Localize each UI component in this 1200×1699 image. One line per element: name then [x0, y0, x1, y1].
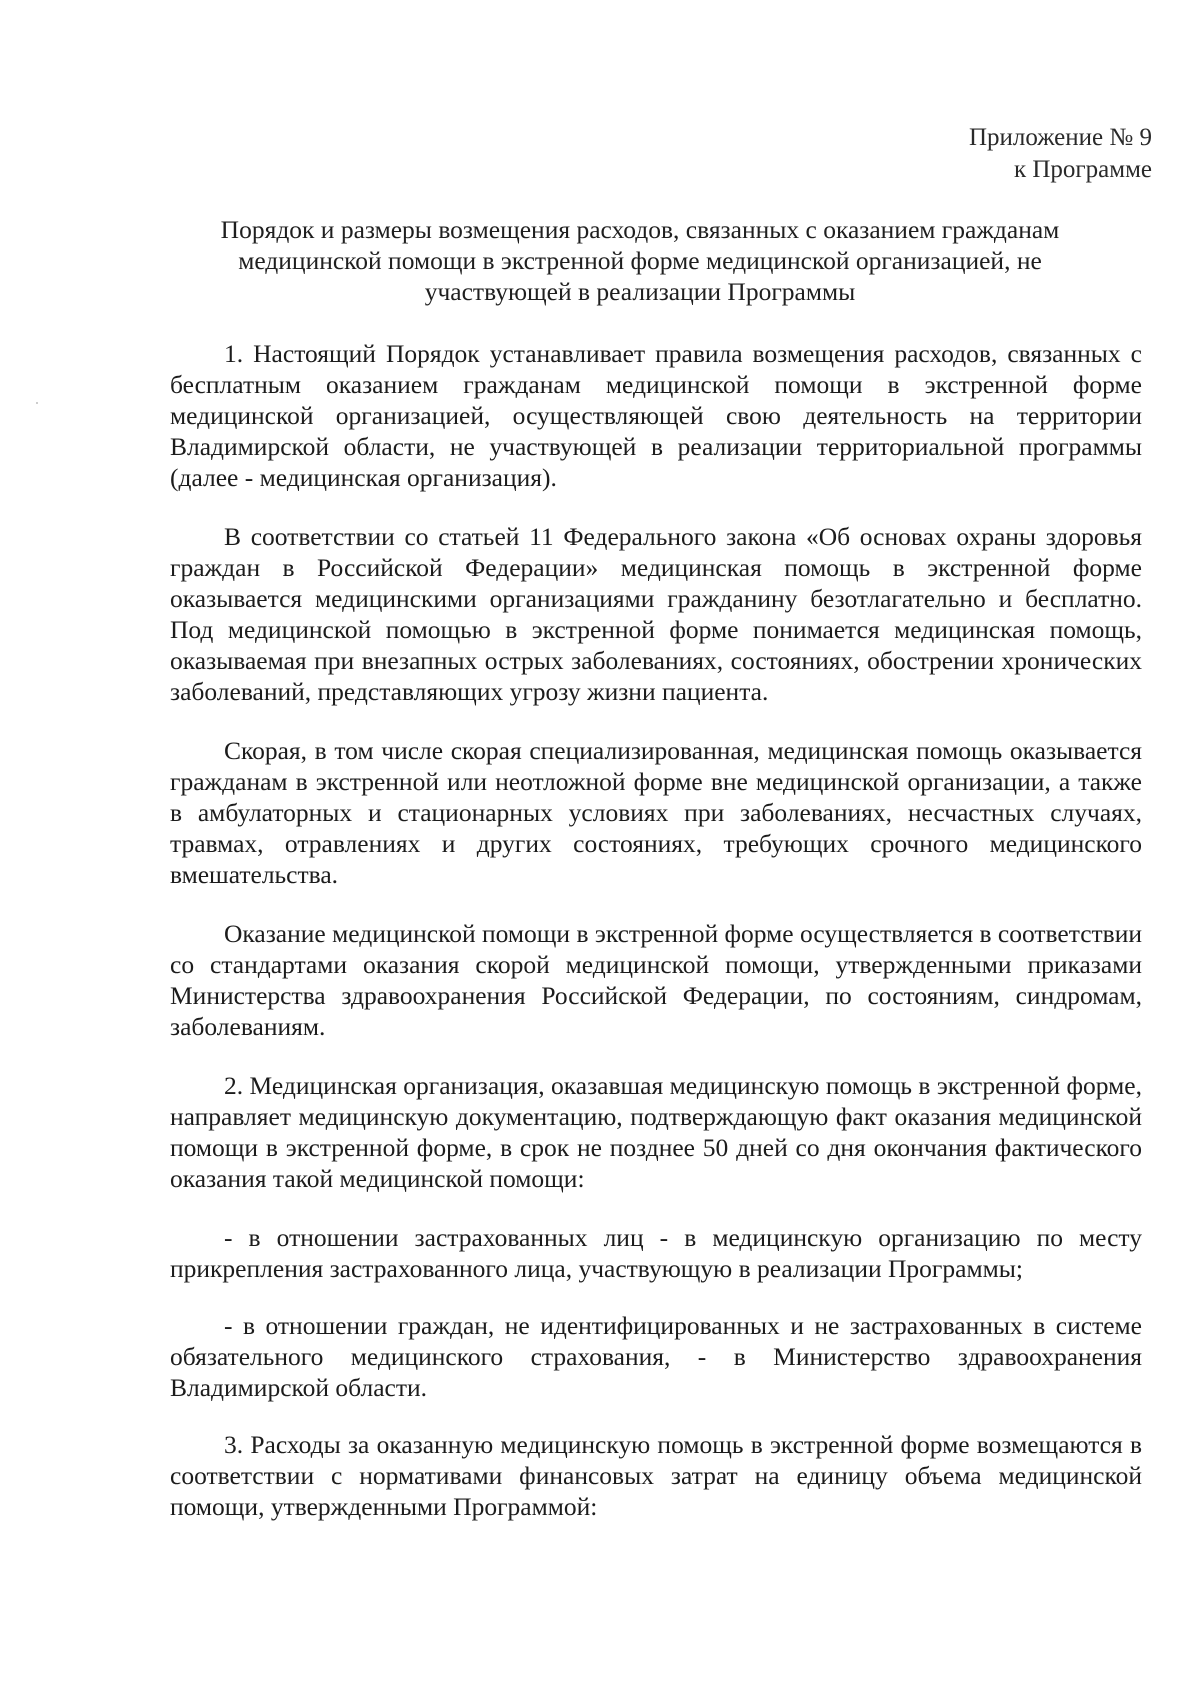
appendix-header: [969, 122, 1152, 186]
appendix-reference: к Программе: [1013, 156, 1152, 183]
paragraph-6: 3. Расходы за оказанную медицинскую помощь в экстренной форме возмещаются в соответствии с нормативами финансовых затрат на единицу объема медицинской помощи, утвержденными Программой:: [170, 1430, 1142, 1521]
paragraph-3: Скорая, в том числе скорая специализированная, медицинская помощь оказывается гражданам в экстренной или неотложной форме вне медицинской организации, а также в амбулаторных и стационарных условиях при заболеваниях, несчастных случаях, травмах, отравлениях и других состояниях, требующих срочного медицинского вмешательства.: [170, 736, 1142, 889]
title-line-3: участвующей в реализации Программы: [424, 277, 856, 306]
list-item-insured: - в отношении застрахованных лиц - в медицинскую организацию по месту прикрепления застрахованного лица, участвующую в реализации Программы;: [170, 1223, 1142, 1283]
paragraph-1: 1. Настоящий Порядок устанавливает правила возмещения расходов, связанных с бесплатным оказанием гражданам медицинской помощи в экстренной форме медицинской организацией, осуществляющей свою деятельность на территории Владимирской области, не участвующей в реализации территориальной программы (далее - медицинская организация).: [170, 339, 1142, 492]
paragraph-2: В соответствии со статьей 11 Федерального закона «Об основах охраны здоровья граждан в Российской Федерации» медицинская помощь в экстренной форме оказывается медицинскими организациями гражданину безотлагательно и бесплатно. Под медицинской помощью в экстренной форме понимается медицинская помощь, оказываемая при внезапных острых заболеваниях, состояниях, обострении хронических заболеваний, представляющих угрозу жизни пациента.: [170, 522, 1142, 706]
title-line-2: медицинской помощи в экстренной форме медицинской организацией, не: [238, 246, 1042, 275]
paragraph-5: 2. Медицинская организация, оказавшая медицинскую помощь в экстренной форме, направляет медицинскую документацию, подтверждающую факт оказания медицинской помощи в экстренной форме, в срок не позднее 50 дней со дня окончания фактического оказания такой медицинской помощи:: [170, 1071, 1142, 1193]
appendix-number: Приложение № 9: [968, 124, 1152, 151]
list-item-uninsured: - в отношении граждан, не идентифицированных и не застрахованных в системе обязательного медицинского страхования, - в Министерство здравоохранения Владимирской области.: [170, 1311, 1142, 1402]
scan-speck: [36, 402, 38, 404]
paragraph-4: Оказание медицинской помощи в экстренной форме осуществляется в соответствии со стандартами оказания скорой медицинской помощи, утвержденными приказами Министерства здравоохранения Российской Федерации, по состояниям, синдромам, заболеваниям.: [170, 919, 1142, 1041]
title-line-1: Порядок и размеры возмещения расходов, связанных с оказанием гражданам: [220, 215, 1060, 244]
document-title: [160, 214, 1120, 307]
document-body: [170, 338, 1142, 1550]
